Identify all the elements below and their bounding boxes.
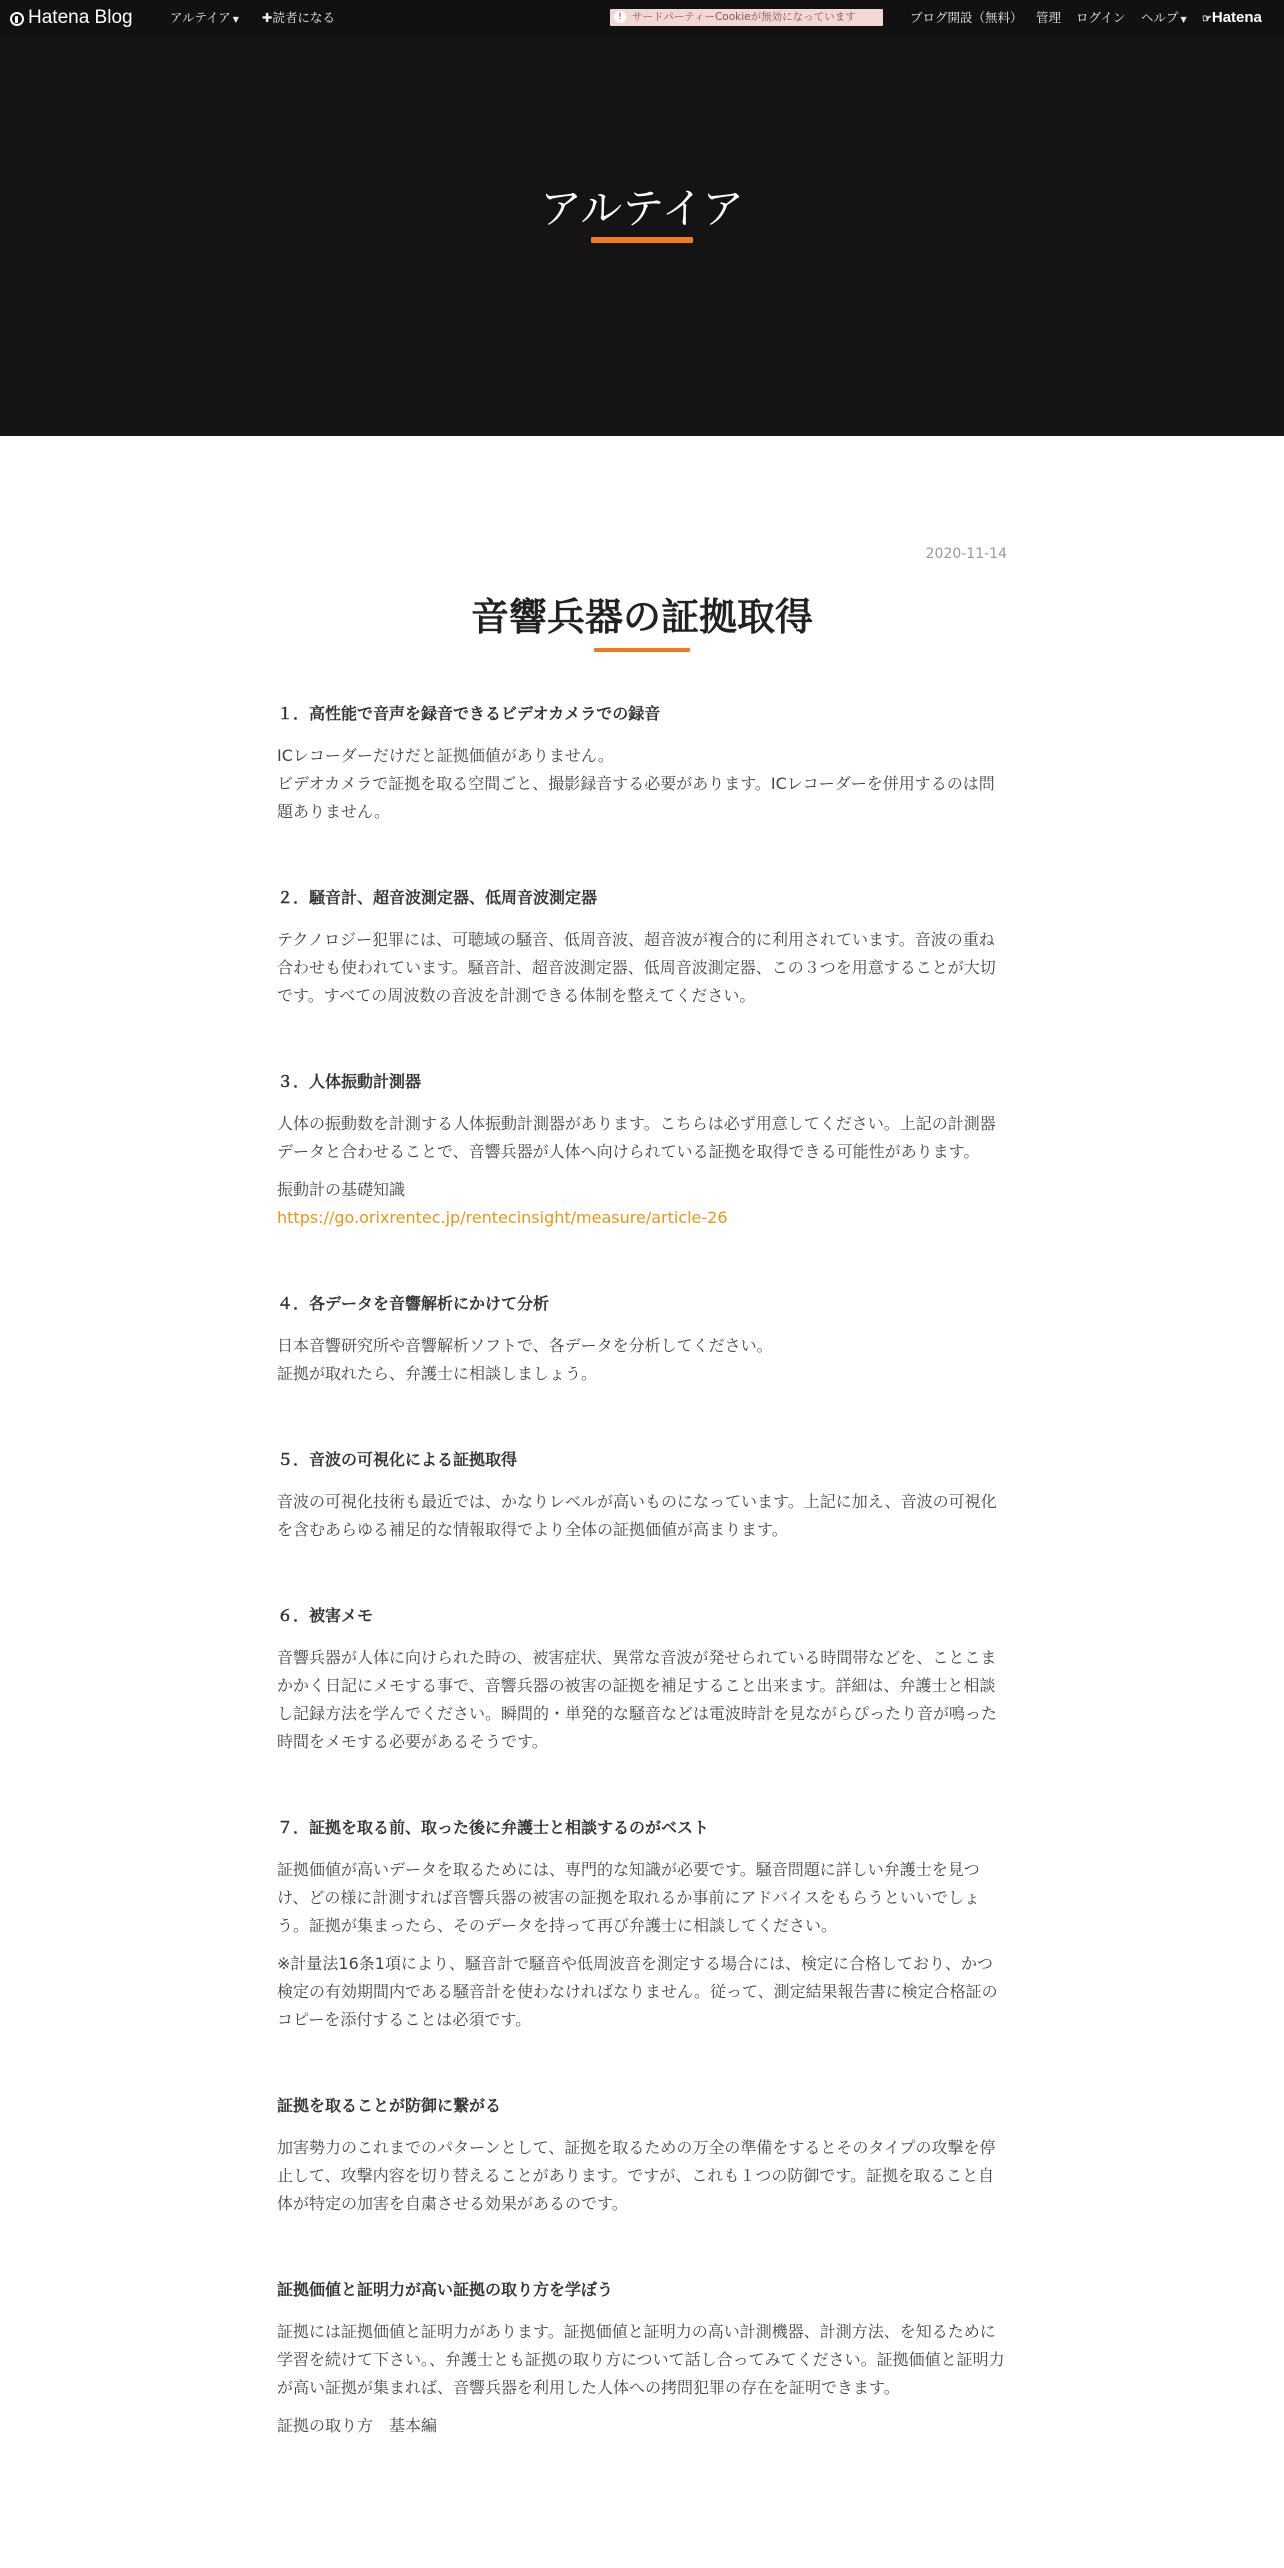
caret-down-icon: ▼ (232, 15, 239, 24)
blog-title[interactable]: アルテイア (539, 184, 745, 233)
hatena-blog-logo[interactable]: Hatena Blog (10, 0, 133, 36)
paragraph: ※計量法16条1項により、騒音計で騒音や低周波音を測定する場合には、検定に合格しており、かつ検定の有効期間内である騒音計を使わなければなりません。従って、測定結果報告書に検定合格証のコピーを添付することは必須です。 (277, 1954, 998, 2029)
paragraph: 音波の可視化技術も最近では、かなりレベルが高いものになっています。上記に加え、音波の可視化を含むあらゆる補足的な情報取得でより全体の証拠価値が高まります。 (277, 1492, 997, 1539)
entry-section (277, 700, 1007, 826)
help-menu[interactable]: ヘルプ ▼ (1141, 10, 1187, 25)
section-heading: 証拠価値と証明力が高い証拠の取り方を学ぼう (277, 2280, 614, 2299)
entry-section (277, 2092, 1007, 2218)
entry-title[interactable]: 音響兵器の証拠取得 (470, 595, 813, 639)
entry-section (277, 1290, 1007, 1388)
section-heading: ２．騒音計、超音波測定器、低周音波測定器 (277, 888, 598, 907)
blog-menu[interactable]: アルテイア ▼ (170, 10, 239, 25)
section-heading: １．高性能で音声を録音できるビデオカメラでの録音 (277, 704, 661, 723)
link-label: 振動計の基礎知識 (277, 1180, 406, 1199)
paragraph: 日本音響研究所や音響解析ソフトで、各データを分析してください。 証拠が取れたら、弁護士に相談しましょう。 (277, 1336, 773, 1383)
link-paragraph (277, 2412, 1007, 2440)
entry-section (277, 1814, 1007, 2034)
create-blog-link[interactable]: ブログ開設（無料） (910, 10, 1023, 25)
hatena-logo-icon: ☞ (1202, 13, 1212, 25)
paragraph: テクノロジー犯罪には、可聴域の騒音、低周音波、超音波が複合的に利用されています。音波の重ね合わせも使われています。騒音計、超音波測定器、低周音波測定器、この３つを用意することが大切です。すべての周波数の音波を計測できる体制を整えてください。 (277, 930, 996, 1005)
entry-content (277, 700, 1007, 2498)
entry-date[interactable]: 2020-11-14 (925, 546, 1007, 562)
paragraph: 証拠価値が高いデータを取るためには、専門的な知識が必要です。騒音問題に詳しい弁護士を見つけ、どの様に計測すれば音響兵器の被害の証拠を取れるか事前にアドバイスをもらうといいでしょう。証拠が集まったら、そのデータを持って再び弁護士に相談してください。 (277, 1860, 980, 1935)
blog-title-underline (591, 237, 693, 243)
caret-down-icon: ▼ (1180, 15, 1187, 24)
info-icon: ! (614, 11, 626, 23)
global-header (0, 0, 1284, 36)
link-label: 証拠の取り方 基本編 (277, 2416, 438, 2435)
entry-section (277, 1446, 1007, 1544)
link-paragraph (277, 1176, 1007, 1232)
paragraph: 音響兵器が人体に向けられた時の、被害症状、異常な音波が発せられている時間帯などを、ことこまかかく日記にメモする事で、音響兵器の被害の証拠を補足すること出来ます。詳細は、弁護士と相談し記録方法を学んでください。瞬間的・単発的な騒音などは電波時計を見ながらぴったり音が鳴った時間をメモする必要があるそうです。 (277, 1648, 998, 1751)
blog-header (0, 36, 1284, 436)
paragraph: 証拠には証拠価値と証明力があります。証拠価値と証明力の高い計測機器、計測方法、を知るために学習を続けて下さい。、弁護士とも証拠の取り方について話し合ってみてください。証拠価値と証明力が高い証拠が集まれば、音響兵器を利用した人体への拷問犯罪の存在を証明できます。 (277, 2322, 1005, 2397)
hatena-blog-logo-icon (10, 12, 24, 26)
entry-section (277, 884, 1007, 1010)
login-link[interactable]: ログイン (1076, 10, 1126, 25)
admin-link[interactable]: 管理 (1036, 10, 1062, 25)
entry-section (277, 2276, 1007, 2440)
subscribe-button[interactable]: ✚読者になる (262, 10, 335, 25)
section-heading: ６．被害メモ (277, 1606, 374, 1625)
section-heading: 証拠を取ることが防御に繋がる (277, 2096, 502, 2115)
section-heading: ３．人体振動計測器 (277, 1072, 422, 1091)
entry-title-underline (594, 648, 690, 652)
external-link[interactable]: https://go.orixrentec.jp/rentecinsight/measure/article-26 (277, 1208, 728, 1227)
section-heading: ７．証拠を取る前、取った後に弁護士と相談するのがベスト (277, 1818, 710, 1837)
paragraph: 加害勢力のこれまでのパターンとして、証拠を取るための万全の準備をするとそのタイプの攻撃を停止して、攻撃内容を切り替えることがあります。ですが、これも１つの防御です。証拠を取ること自体が特定の加害を自粛させる効果があるのです。 (277, 2138, 996, 2213)
section-heading: ４．各データを音響解析にかけて分析 (277, 1294, 550, 1313)
entry-section (277, 1602, 1007, 1756)
paragraph: 人体の振動数を計測する人体振動計測器があります。こちらは必ず用意してください。上記の計測器データと合わせることで、音響兵器が人体へ向けられている証拠を取得できる可能性があります。 (277, 1114, 996, 1161)
hatena-menu[interactable]: ☞Hatena (1202, 9, 1262, 26)
cookie-notice[interactable]: ! サードパーティーCookieが無効になっています (610, 9, 883, 26)
section-heading: ５．音波の可視化による証拠取得 (277, 1450, 518, 1469)
paragraph: ICレコーダーだけだと証拠価値がありません。 ビデオカメラで証拠を取る空間ごと、撮影録音する必要があります。ICレコーダーを併用するのは問題ありません。 (277, 746, 995, 821)
entry-section (277, 1068, 1007, 1232)
plus-icon: ✚ (262, 10, 273, 25)
